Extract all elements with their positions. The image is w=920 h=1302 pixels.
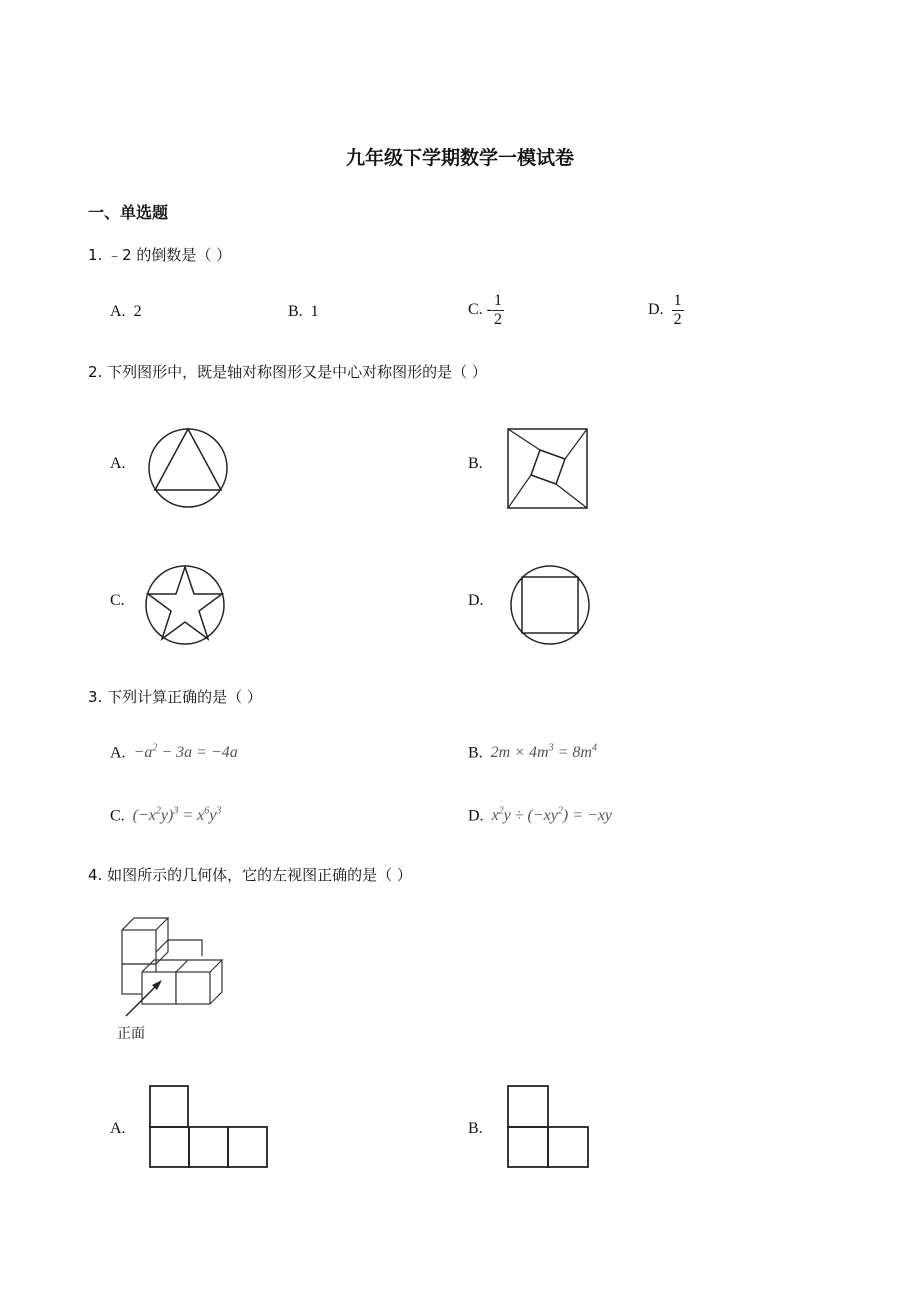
math-expression: $2m \times 4m^3 = 8m^4$ (490, 743, 597, 762)
math-expression: $x^2y \div (-xy^2) = -xy$ (491, 806, 613, 825)
q1-option-b[interactable] (288, 303, 319, 321)
circle-square-figure (510, 565, 592, 647)
q3-option-d[interactable] (468, 806, 612, 825)
q4-option-a-label[interactable]: A. (110, 1120, 126, 1137)
denominator: 2 (673, 311, 682, 328)
fraction (492, 292, 504, 329)
q1-option-c[interactable] (468, 292, 504, 329)
question-3-stem: 3. 下列计算正确的是（ ） (88, 688, 262, 706)
option-label: B. (288, 303, 303, 320)
option-label: C. (468, 301, 483, 319)
q2-option-d-label[interactable]: D. (468, 592, 484, 609)
q3-option-c[interactable] (110, 806, 221, 825)
section-heading: 一、单选题 (88, 203, 169, 222)
numerator: 1 (494, 292, 502, 309)
q4-option-b-label[interactable]: B. (468, 1120, 483, 1137)
option-label: D. (648, 301, 664, 319)
question-2-stem: 2. 下列图形中，既是轴对称图形又是中心对称图形的是（ ） (88, 363, 487, 381)
q1-option-d[interactable] (648, 292, 684, 329)
denominator: 2 (494, 311, 502, 328)
q2-option-a-label[interactable]: A. (110, 455, 126, 472)
circle-triangle-figure (148, 428, 232, 508)
option-label: C. (110, 807, 125, 825)
page-title: 九年级下学期数学一模试卷 (345, 147, 574, 169)
pinwheel-square-figure (507, 428, 589, 510)
numerator: 1 (673, 292, 682, 309)
fraction (672, 292, 684, 329)
question-4-stem: 4. 如图所示的几何体，它的左视图正确的是（ ） (88, 866, 412, 884)
option-value: 2 (133, 303, 142, 320)
front-label: 正面 (117, 1026, 145, 1042)
q3-option-b[interactable] (468, 743, 597, 762)
left-view-option-a (149, 1085, 271, 1171)
minus-sign: - (486, 301, 492, 319)
option-label: A. (110, 303, 126, 320)
left-view-option-b (507, 1085, 591, 1171)
option-label: A. (110, 744, 126, 762)
option-value: 1 (310, 303, 319, 320)
option-label: B. (468, 744, 483, 762)
math-expression: $(-x^2y)^3 = x^6y^3$ (132, 806, 222, 825)
q1-option-a[interactable] (110, 303, 142, 321)
math-expression: $-a^2 - 3a = -4a$ (133, 743, 238, 762)
cube-stack-figure (118, 912, 228, 1032)
q3-option-a[interactable] (110, 743, 238, 762)
q2-option-b-label[interactable]: B. (468, 455, 483, 472)
question-1-stem: 1. ﹣2 的倒数是（ ） (88, 246, 232, 264)
option-label: D. (468, 807, 484, 825)
circle-star-figure (145, 565, 227, 647)
q2-option-c-label[interactable]: C. (110, 592, 125, 609)
